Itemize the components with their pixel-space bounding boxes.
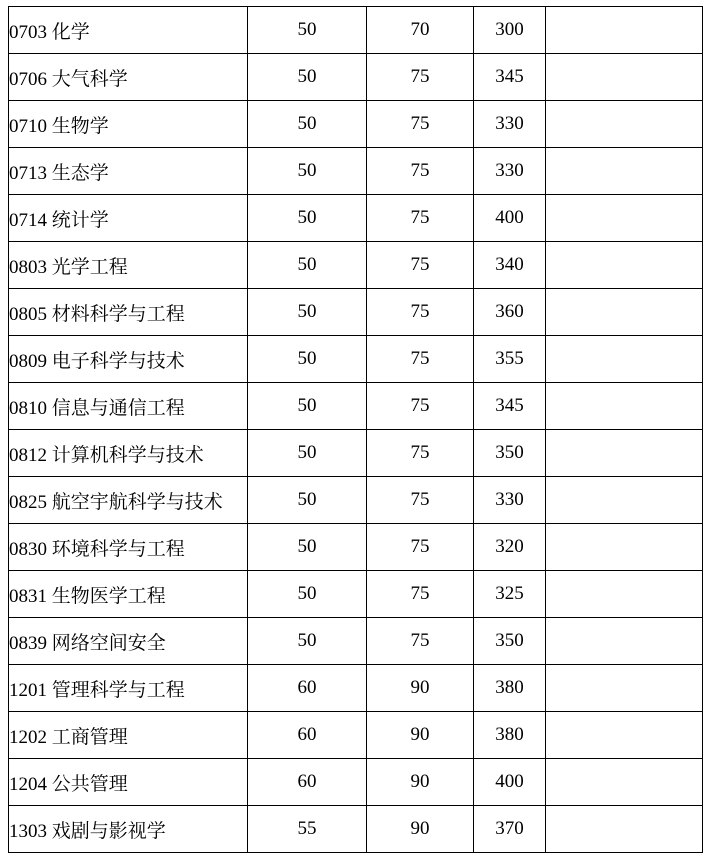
total-score-cell: 330 xyxy=(474,477,546,524)
table-row xyxy=(9,195,703,242)
total-score-cell: 380 xyxy=(474,712,546,759)
remark-cell xyxy=(546,571,703,618)
total-score-cell: 325 xyxy=(474,571,546,618)
single-subject-score-cell-1: 50 xyxy=(248,54,367,101)
total-score-cell: 330 xyxy=(474,101,546,148)
single-subject-score-cell-2: 90 xyxy=(367,806,474,853)
total-score-cell: 400 xyxy=(474,195,546,242)
total-score-cell: 360 xyxy=(474,289,546,336)
table-row xyxy=(9,759,703,806)
discipline-name-cell: 0703 化学 xyxy=(9,7,248,54)
single-subject-score-cell-1: 50 xyxy=(248,524,367,571)
table-row xyxy=(9,336,703,383)
single-subject-score-cell-2: 75 xyxy=(367,289,474,336)
discipline-name-cell: 0714 统计学 xyxy=(9,195,248,242)
score-table xyxy=(8,6,703,853)
single-subject-score-cell-1: 50 xyxy=(248,430,367,477)
discipline-name-cell: 1201 管理科学与工程 xyxy=(9,665,248,712)
table-row xyxy=(9,7,703,54)
discipline-name-cell: 0830 环境科学与工程 xyxy=(9,524,248,571)
table-row xyxy=(9,524,703,571)
single-subject-score-cell-2: 75 xyxy=(367,524,474,571)
total-score-cell: 340 xyxy=(474,242,546,289)
single-subject-score-cell-2: 90 xyxy=(367,759,474,806)
single-subject-score-cell-1: 60 xyxy=(248,665,367,712)
total-score-cell: 330 xyxy=(474,148,546,195)
table-body xyxy=(9,7,703,853)
table-row xyxy=(9,242,703,289)
single-subject-score-cell-1: 50 xyxy=(248,242,367,289)
single-subject-score-cell-2: 75 xyxy=(367,101,474,148)
discipline-name-cell: 0812 计算机科学与技术 xyxy=(9,430,248,477)
single-subject-score-cell-1: 50 xyxy=(248,336,367,383)
remark-cell xyxy=(546,101,703,148)
total-score-cell: 345 xyxy=(474,383,546,430)
discipline-name-cell: 0710 生物学 xyxy=(9,101,248,148)
total-score-cell: 400 xyxy=(474,759,546,806)
table-row xyxy=(9,430,703,477)
discipline-name-cell: 0803 光学工程 xyxy=(9,242,248,289)
remark-cell xyxy=(546,336,703,383)
single-subject-score-cell-1: 50 xyxy=(248,7,367,54)
total-score-cell: 350 xyxy=(474,618,546,665)
remark-cell xyxy=(546,289,703,336)
total-score-cell: 345 xyxy=(474,54,546,101)
remark-cell xyxy=(546,477,703,524)
remark-cell xyxy=(546,524,703,571)
total-score-cell: 370 xyxy=(474,806,546,853)
single-subject-score-cell-1: 50 xyxy=(248,383,367,430)
single-subject-score-cell-2: 75 xyxy=(367,242,474,289)
table-row xyxy=(9,618,703,665)
remark-cell xyxy=(546,665,703,712)
table-row xyxy=(9,806,703,853)
single-subject-score-cell-1: 50 xyxy=(248,571,367,618)
remark-cell xyxy=(546,806,703,853)
total-score-cell: 320 xyxy=(474,524,546,571)
discipline-name-cell: 1204 公共管理 xyxy=(9,759,248,806)
discipline-name-cell: 0825 航空宇航科学与技术 xyxy=(9,477,248,524)
remark-cell xyxy=(546,618,703,665)
single-subject-score-cell-2: 70 xyxy=(367,7,474,54)
single-subject-score-cell-2: 75 xyxy=(367,383,474,430)
single-subject-score-cell-1: 50 xyxy=(248,289,367,336)
single-subject-score-cell-2: 75 xyxy=(367,571,474,618)
discipline-name-cell: 0706 大气科学 xyxy=(9,54,248,101)
discipline-name-cell: 0839 网络空间安全 xyxy=(9,618,248,665)
table-row xyxy=(9,54,703,101)
remark-cell xyxy=(546,242,703,289)
single-subject-score-cell-1: 50 xyxy=(248,477,367,524)
single-subject-score-cell-1: 60 xyxy=(248,759,367,806)
total-score-cell: 350 xyxy=(474,430,546,477)
single-subject-score-cell-2: 90 xyxy=(367,712,474,759)
single-subject-score-cell-2: 75 xyxy=(367,195,474,242)
single-subject-score-cell-1: 55 xyxy=(248,806,367,853)
discipline-name-cell: 0810 信息与通信工程 xyxy=(9,383,248,430)
table-row xyxy=(9,571,703,618)
discipline-name-cell: 0831 生物医学工程 xyxy=(9,571,248,618)
discipline-name-cell: 1303 戏剧与影视学 xyxy=(9,806,248,853)
single-subject-score-cell-2: 75 xyxy=(367,430,474,477)
single-subject-score-cell-2: 75 xyxy=(367,618,474,665)
remark-cell xyxy=(546,7,703,54)
single-subject-score-cell-2: 75 xyxy=(367,477,474,524)
table-row xyxy=(9,665,703,712)
total-score-cell: 355 xyxy=(474,336,546,383)
single-subject-score-cell-2: 75 xyxy=(367,336,474,383)
remark-cell xyxy=(546,383,703,430)
single-subject-score-cell-2: 75 xyxy=(367,148,474,195)
table-row xyxy=(9,712,703,759)
total-score-cell: 380 xyxy=(474,665,546,712)
table-row xyxy=(9,289,703,336)
table-row xyxy=(9,148,703,195)
total-score-cell: 300 xyxy=(474,7,546,54)
single-subject-score-cell-1: 50 xyxy=(248,618,367,665)
discipline-name-cell: 0713 生态学 xyxy=(9,148,248,195)
single-subject-score-cell-2: 75 xyxy=(367,54,474,101)
discipline-name-cell: 0805 材料科学与工程 xyxy=(9,289,248,336)
remark-cell xyxy=(546,54,703,101)
single-subject-score-cell-1: 50 xyxy=(248,101,367,148)
discipline-name-cell: 1202 工商管理 xyxy=(9,712,248,759)
single-subject-score-cell-1: 50 xyxy=(248,148,367,195)
single-subject-score-cell-2: 90 xyxy=(367,665,474,712)
single-subject-score-cell-1: 60 xyxy=(248,712,367,759)
table-row xyxy=(9,383,703,430)
remark-cell xyxy=(546,148,703,195)
remark-cell xyxy=(546,759,703,806)
remark-cell xyxy=(546,430,703,477)
table-row xyxy=(9,101,703,148)
discipline-name-cell: 0809 电子科学与技术 xyxy=(9,336,248,383)
remark-cell xyxy=(546,712,703,759)
remark-cell xyxy=(546,195,703,242)
single-subject-score-cell-1: 50 xyxy=(248,195,367,242)
table-row xyxy=(9,477,703,524)
